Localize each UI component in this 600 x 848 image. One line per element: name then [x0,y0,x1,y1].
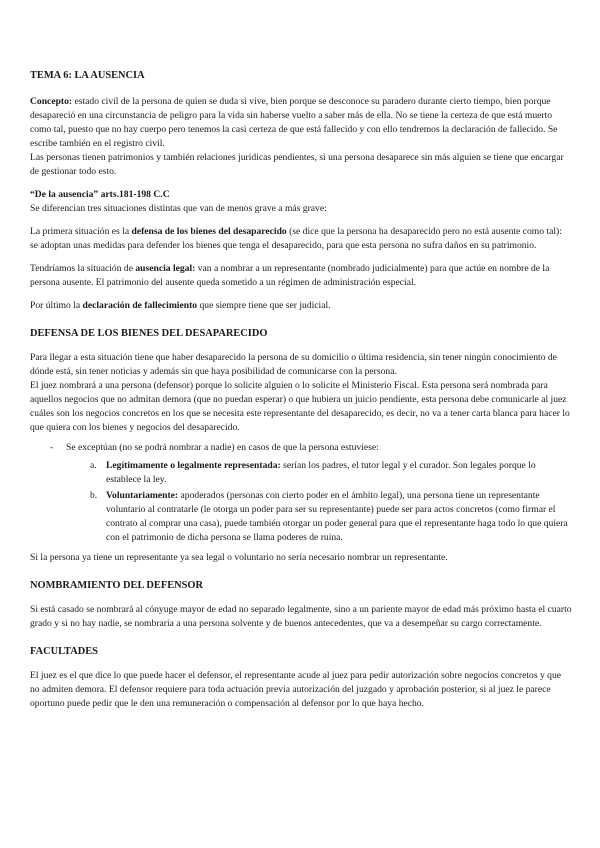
defensa-closing-paragraph: Si la persona ya tiene un representante ya sea legal o voluntario no sería necesario nombrar un representante. [30,552,448,563]
dash-bullet: - [50,442,54,453]
segunda-bold: ausencia legal: [135,263,196,274]
primera-situacion-paragraph [30,225,572,253]
segunda-situacion-paragraph [30,262,572,290]
patrimonio-paragraph: Las personas tienen patrimonios y también relaciones jurídicas pendientes, si una persona desaparece sin más alguien se tiene que encargar de gestionar todo esto. [30,152,564,177]
item-a-bold: Legítimamente o legalmente representada: [106,460,281,471]
segunda-after: van a nombrar a un representante (nombrado judicialmente) para que actúe en nombre de la persona ausente. El patrimonio del ausente queda sometido a un régimen de administración especial. [30,263,550,288]
primera-before: La primera situación es la [30,226,132,237]
tercera-after: que siempre tiene que ser judicial. [197,300,331,311]
facultades-heading: FACULTADES [30,646,98,657]
tercera-situacion-paragraph [30,299,572,313]
facultades-paragraph: El juez es el que dice lo que puede hacer el defensor, el representante acude al juez para pedir autorización sobre negocios concretos y que no admiten demora. El defensor requiere para toda actuación previa autorización del juzgado y aprobación posterior, si al juez le parece oportuno puede pedir que le den una remuneración o compensación al defensor por lo que haya hecho. [30,670,562,709]
excepciones-text: Se exceptúan (no se podrá nombrar a nadie) en casos de que la persona estuviese: [66,442,379,453]
item-a-text: serían los padres, el tutor legal y el curador. Son legales porque lo establece la ley. [106,460,536,485]
nombramiento-heading: NOMBRAMIENTO DEL DEFENSOR [30,580,204,591]
item-a-marker: a. [90,460,97,471]
nombramiento-paragraph: Si está casado se nombrará al cónyuge mayor de edad no separado legalmente, sino a un pariente mayor de edad más próximo hasta el cuarto grado y si no hay nadie, se nombraría a una persona solvente y de buenos antecedentes, que va a desempeñar su cargo correctamente. [30,604,572,629]
excepciones-list [30,441,572,545]
document-title: TEMA 6: LA AUSENCIA [30,70,145,81]
item-b-marker: b. [90,490,98,501]
item-b-bold: Voluntariamente: [106,490,179,501]
concepto-label: Concepto: [30,96,73,107]
representacion-item-b [90,489,572,545]
item-b-text: apoderados (personas con cierto poder en el ámbito legal), una persona tiene un representante voluntario al contratarle (le otorga un poder para ser su representante) puede ser para actos concretos (como firmar el contrato al comprar una casa), puede también otorgar un poder general para que el representante haga todo lo que quiera con el patrimonio de dicha persona se llama poderes de ruina. [106,490,568,543]
concepto-text: estado civil de la persona de quien se duda si vive, bien porque se desconoce su paradero durante cierto tiempo, bien porque desapareció en una circunstancia de peligro para la vida sin haberse vuelto a saber más de ella. No se tiene la certeza de que está muerto como tal, puesto que no hay cuerpo pero tenemos la casi certeza de que está fallecido y con ello tendremos la declaración de fallecido. Se escribe también en el registro civil. [30,96,558,149]
tercera-bold: declaración de fallecimiento [82,300,198,311]
concepto-paragraph [30,95,572,151]
tercera-before: Por último la [30,300,83,311]
diferencian-paragraph: Se diferencian tres situaciones distintas que van de menos grave a más grave: [30,203,327,214]
segunda-before: Tendríamos la situación de [30,263,136,274]
defensa-heading: DEFENSA DE LOS BIENES DEL DESAPARECIDO [30,328,268,339]
excepciones-list-item [52,441,572,545]
representacion-item-a [90,459,572,487]
defensa-paragraph-2: El juez nombrará a una persona (defensor) porque lo solicite alguien o lo solicite el Ministerio Fiscal. Esta persona será nombrada para aquellos negocios que no admitan demora (que no puedan esperar) o que hubiera un juicio pendiente, esta persona debe comunicarle al juez cuáles son los negocios concretos en los que se necesita este representante del desaparecido, es decir, no va a tener carta blanca para hacer lo que quiera con los bienes y negocios del desaparecido. [30,380,570,433]
primera-bold: defensa de los bienes del desaparecido [131,226,287,237]
primera-after: (se dice que la persona ha desaparecido pero no está ausente como tal): se adoptan unas medidas para defender los bienes que tenga el desaparecido, para que esta persona no sufra daños en su patrimonio. [30,226,562,251]
defensa-paragraph-1: Para llegar a esta situación tiene que haber desaparecido la persona de su domicilio o última residencia, sin tener ningún conocimiento de dónde está, sin tener noticias y además sin que haya posibilidad de comunicarse con la persona. [30,352,557,377]
representacion-list [66,459,572,545]
ausencia-heading: “De la ausencia” arts.181-198 C.C [30,189,170,200]
